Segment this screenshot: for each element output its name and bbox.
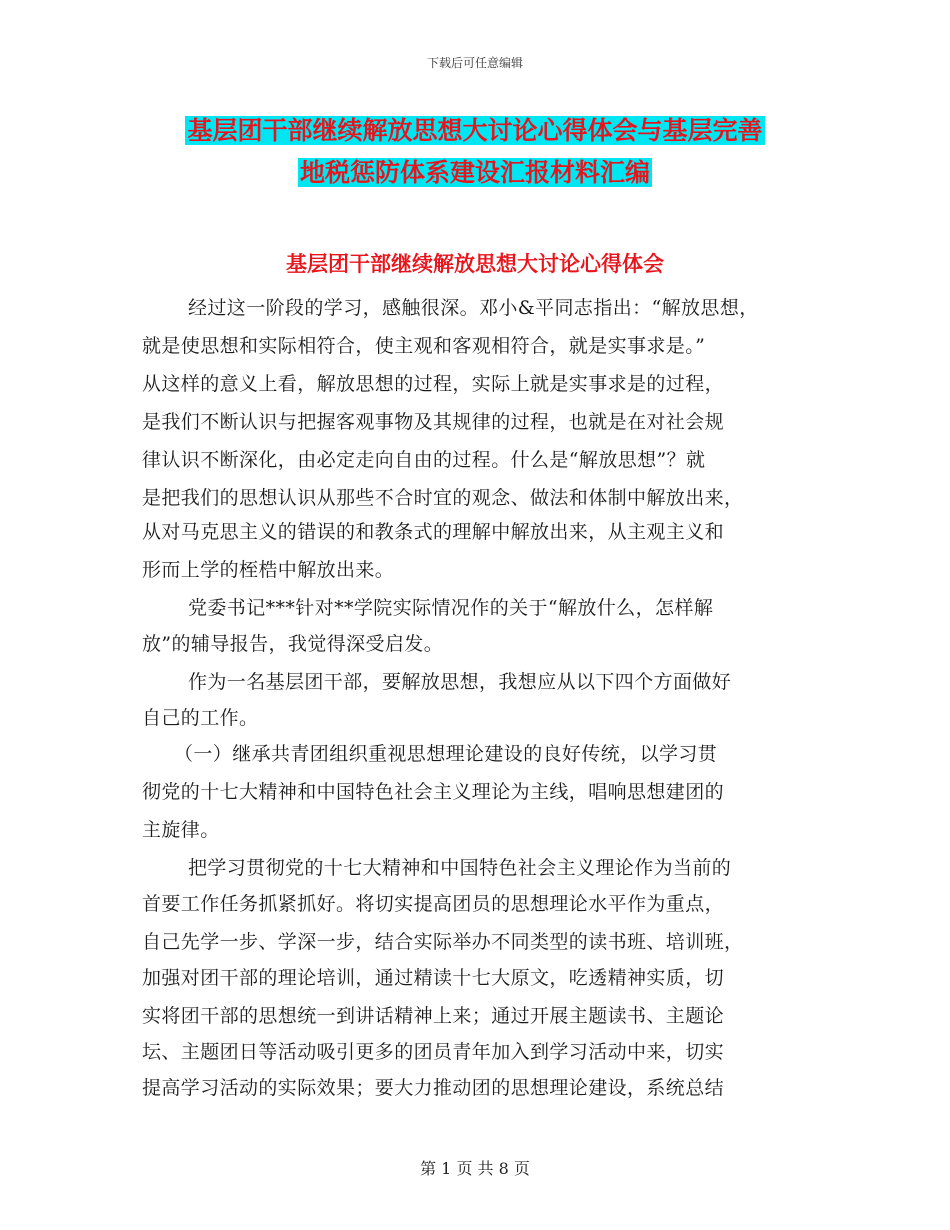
text-line: 是把我们的思想认识从那些不合时宜的观念、做法和体制中解放出来， — [142, 487, 744, 509]
page-total: 8 — [498, 1159, 509, 1178]
text-line: 放”的辅导报告，我觉得深受启发。 — [142, 633, 444, 655]
footer-suffix: 页 — [513, 1159, 530, 1178]
document-title-line-2 — [0, 156, 950, 190]
text-line: 经过这一阶段的学习，感触很深。邓小&平同志指出：“解放思想， — [188, 297, 759, 319]
footer-prefix: 第 — [420, 1159, 437, 1178]
text-line: 加强对团干部的理论培训，通过精读十七大原文，吃透精神实质，切 — [142, 967, 725, 989]
text-line: 坛、主题团日等活动吸引更多的团员青年加入到学习活动中来，切实 — [142, 1041, 725, 1063]
section-heading: 基层团干部继续解放思想大讨论心得体会 — [286, 252, 664, 276]
text-line: （一）继承共青团组织重视思想理论建设的良好传统，以学习贯 — [174, 743, 718, 765]
text-line: 实将团干部的思想统一到讲话精神上来；通过开展主题读书、主题论 — [142, 1005, 725, 1027]
text-line: 党委书记***针对**学院实际情况作的关于“解放什么，怎样解 — [188, 597, 714, 619]
header-note: 下载后可任意编辑 — [426, 56, 523, 70]
text-line: 自己先学一步、学深一步，结合实际举办不同类型的读书班、培训班， — [142, 931, 744, 953]
text-line: 提高学习活动的实际效果；要大力推动团的思想理论建设，系统总结 — [142, 1077, 725, 1099]
text-line: 把学习贯彻党的十七大精神和中国特色社会主义理论作为当前的 — [188, 857, 732, 879]
title-text-2: 地税惩防体系建设汇报材料汇编 — [299, 158, 650, 187]
page-footer — [0, 1156, 950, 1179]
text-line: 作为一名基层团干部，要解放思想，我想应从以下四个方面做好 — [188, 671, 732, 693]
text-line: 主旋律。 — [142, 819, 220, 841]
title-text-1: 基层团干部继续解放思想大讨论心得体会与基层完善 — [187, 116, 763, 145]
text-line: 彻党的十七大精神和中国特色社会主义理论为主线，唱响思想建团的 — [142, 781, 725, 803]
document-title-line-1 — [0, 114, 950, 148]
text-line: 首要工作任务抓紧抓好。将切实提高团员的思想理论水平作为重点， — [142, 893, 725, 915]
text-line: 自己的工作。 — [142, 707, 259, 729]
footer-mid: 页 共 — [456, 1159, 494, 1178]
text-line: 形而上学的桎梏中解放出来。 — [142, 559, 395, 581]
text-line: 从对马克思主义的错误的和教条式的理解中解放出来，从主观主义和 — [142, 521, 725, 543]
text-line: 从这样的意义上看，解放思想的过程，实际上就是实事求是的过程， — [142, 373, 725, 395]
page-number: 1 — [441, 1159, 452, 1178]
text-line: 就是使思想和实际相符合，使主观和客观相符合，就是实事求是。” — [142, 335, 706, 357]
text-line: 律认识不断深化，由必定走向自由的过程。什么是“解放思想”？就 — [142, 449, 706, 471]
text-line: 是我们不断认识与把握客观事物及其规律的过程，也就是在对社会规 — [142, 411, 725, 433]
